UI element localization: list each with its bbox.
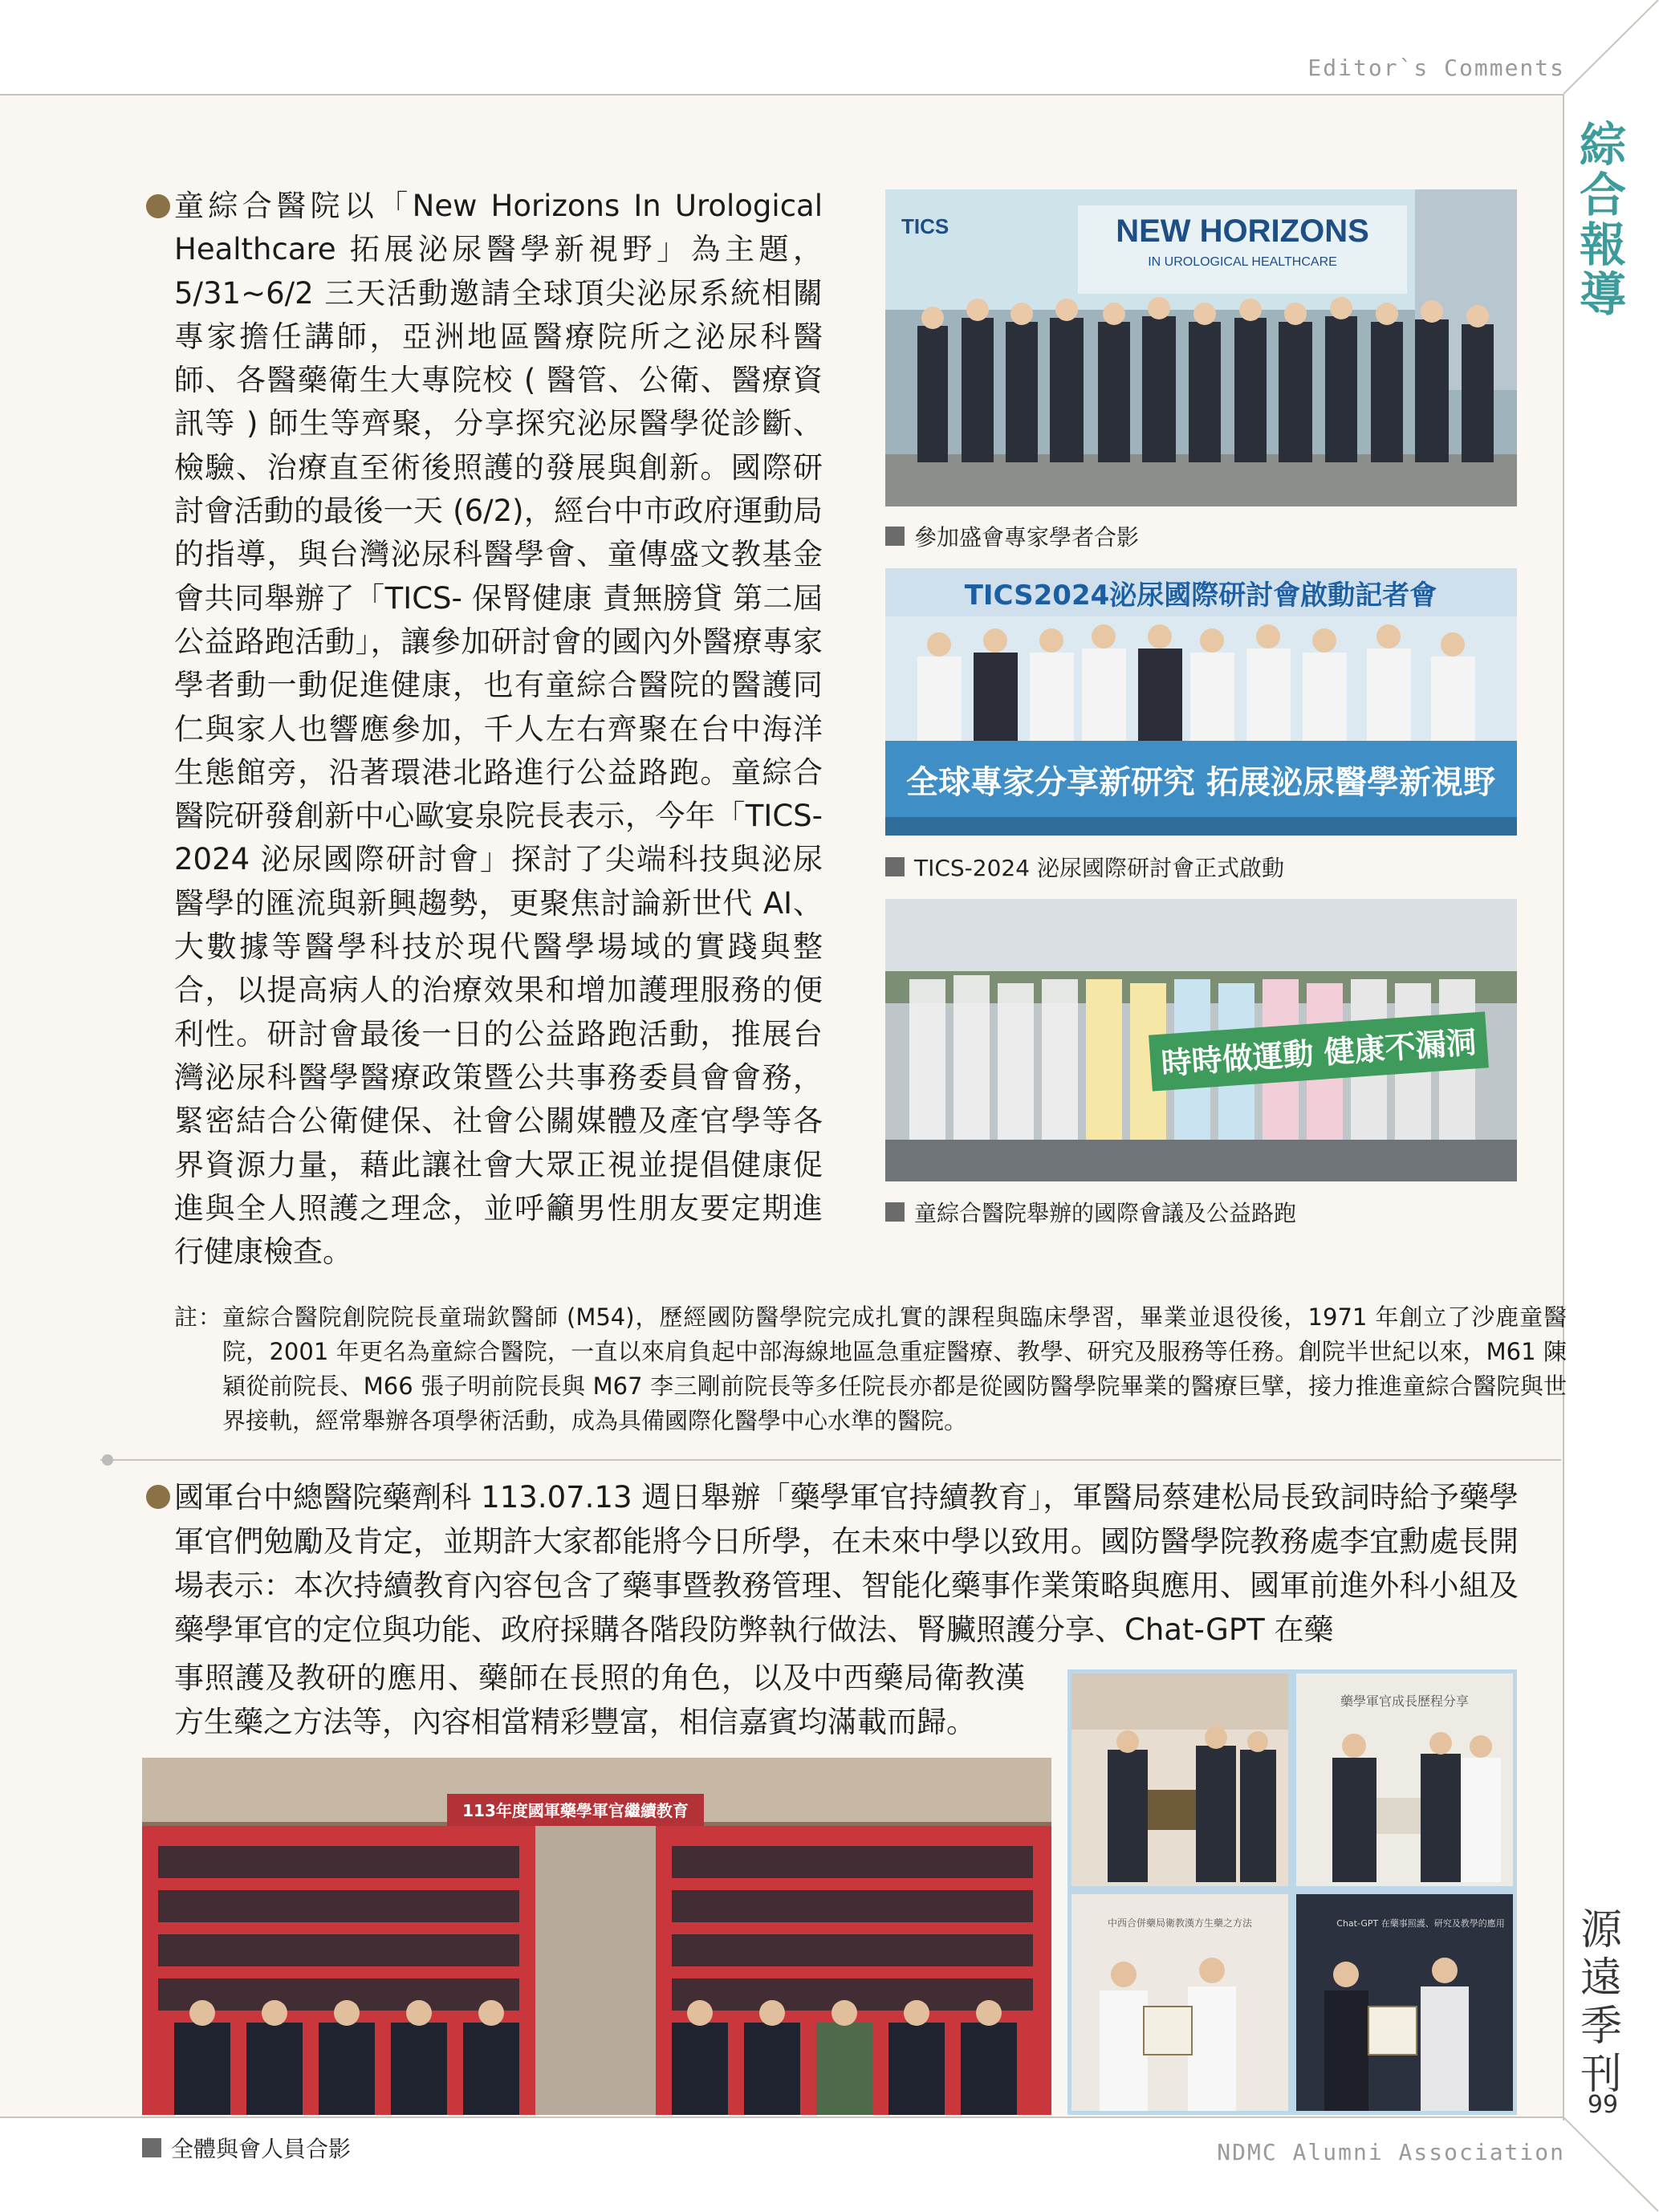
photo-banner-text: TICS2024泌尿國際研討會啟動記者會 (964, 579, 1437, 612)
photo-sign-text: 時時做運動 健康不漏洞 (1160, 1024, 1478, 1082)
article1-footnote: 註：童綜合醫院創院院長童瑞欽醫師 (M54)，歷經國防醫學院完成扎實的課程與臨床學習，畢業並退役後，1971 年創立了沙鹿童醫院，2001 年更名為童綜合醫院，一直以來肩負起中部海線地區急重症醫療、教學、研究及服務等任務。創院半世紀以來，M61 陳穎從前院長、M66 張子明前院長與 M67 李三剛前院長等多任院長亦都是從國防醫學院畢業的醫療巨擘，接力推進童綜合醫院與世界接軌，經常舉辦各項學術活動，成為具備國際化醫學中心水準的醫院。 (174, 1303, 1567, 1434)
page-number: 99 (1587, 2091, 1619, 2119)
caption-text: 全體與會人員合影 (171, 2136, 352, 2162)
running-header: Editor`s Comments (1307, 55, 1565, 81)
slide-title-text: Chat-GPT 在藥事照護、研究及教學的應用 (1336, 1918, 1505, 1929)
photo-all-attendees (142, 1758, 1051, 2115)
article2-body: 國軍台中總醫院藥劑科 113.07.13 週日舉辦「藥學軍官持續教育」，軍醫局蔡建松局長致詞時給予藥學軍官們勉勵及肯定，並期許大家都能將今日所學，在未來中學以致用。國防醫學院教務處李宜勳處長開場表示：本次持續教育內容包含了藥事暨教務管理、智能化藥事作業策略與應用、國軍前進外科小組及藥學軍官的定位與功能、政府採購各階段防弊執行做法、腎臟照護分享、Chat-GPT 在藥 (174, 1480, 1519, 1647)
article-separator (100, 1459, 1561, 1461)
photo-charity-run (885, 899, 1517, 1181)
photo-caption (885, 520, 1139, 552)
bullet-icon (146, 1485, 170, 1509)
photo-logo-text: TICS (901, 214, 949, 238)
section-label-char: 綜 (1579, 118, 1626, 173)
photo-banner-text: 113年度國軍藥學軍官繼續教育 (462, 1801, 689, 1820)
brand-char: 季 (1580, 2003, 1622, 2051)
running-footer: NDMC Alumni Association (1217, 2139, 1565, 2165)
slide-title-text: 藥學軍官成長歷程分享 (1340, 1694, 1470, 1709)
corner-decoration-top (1563, 0, 1659, 95)
caption-marker-icon (142, 2138, 161, 2157)
photo-grid-award-ceremony (1067, 1669, 1517, 2115)
section-label (1575, 118, 1631, 322)
photo-caption (885, 1196, 1296, 1228)
photo-launch-press-conference (885, 568, 1517, 836)
bullet-icon (146, 194, 170, 218)
photo-caption (885, 851, 1284, 883)
brand-char: 刊 (1580, 2051, 1622, 2099)
caption-text: 參加盛會專家學者合影 (914, 524, 1140, 551)
photo-caption (142, 2132, 351, 2164)
article1-body: 童綜合醫院以「New Horizons In Urological Healthcare 拓展泌尿醫學新視野」為主題，5/31~6/2 三天活動邀請全球頂尖泌尿系統相關專家擔任講師，亞洲地區醫療院所之泌尿科醫師、各醫藥衛生大專院校 ( 醫管、公衛、醫療資訊等 ) 師生等齊聚，分享探究泌尿醫學從診斷、檢驗、治療直至術後照護的發展與創新。國際研討會活動的最後一天 (6/2)，經台中市政府運動局的指導，與台灣泌尿科醫學會、童傳盛文教基金會共同舉辦了「TICS- 保腎健康 責無膀貸 第二屆公益路跑活動」，讓參加研討會的國內外醫療專家學者動一動促進健康，也有童綜合醫院的醫護同仁與家人也響應參加，千人左右齊聚在台中海洋生態館旁，沿著環港北路進行公益路跑。童綜合醫院研發創新中心歐宴泉院長表示，今年「TICS-2024 泌尿國際研討會」探討了尖端科技與泌尿醫學的匯流與新興趨勢，更聚焦討論新世代 AI、大數據等醫學科技於現代醫學場域的實踐與整合，以提高病人的治療效果和增加護理服務的便利性。研討會最後一日的公益路跑活動，推展台灣泌尿科醫學醫療政策暨公共事務委員會會務，緊密結合公衛健保、社會公關媒體及產官學等各界資源力量，藉此讓社會大眾正視並提倡健康促進與全人照護之理念，並呼籲男性朋友要定期進行健康檢查。 (174, 189, 823, 1270)
section-label-char: 合 (1579, 168, 1626, 222)
corner-decoration-bottom (1563, 2117, 1659, 2212)
slide-title-text: 中西合併藥局衛教漢方生藥之方法 (1107, 1917, 1253, 1929)
caption-text: TICS-2024 泌尿國際研討會正式啟動 (914, 855, 1284, 881)
section-label-char: 報 (1579, 218, 1626, 272)
section-label-char: 導 (1579, 267, 1626, 322)
caption-marker-icon (885, 1202, 905, 1222)
side-band (1563, 95, 1659, 2117)
header-rule (0, 94, 1563, 96)
side-rule (1563, 94, 1564, 2121)
photo-banner-subtext: IN UROLOGICAL HEALTHCARE (1148, 255, 1337, 269)
magazine-brand-logo (1577, 1906, 1625, 2099)
caption-marker-icon (885, 527, 905, 546)
footer-rule (0, 2116, 1563, 2118)
separator-dot (102, 1454, 113, 1466)
photo-banner-text: NEW HORIZONS (1116, 213, 1369, 249)
photo-experts-group (885, 189, 1517, 506)
caption-marker-icon (885, 857, 905, 876)
article2-body-continued: 事照護及教研的應用、藥師在長照的角色，以及中西藥局衛教漢方生藥之方法等，內容相當精彩豐富，相信嘉賓均滿載而歸。 (174, 1661, 1025, 1739)
brand-char: 源 (1580, 1906, 1622, 1954)
brand-char: 遠 (1580, 1954, 1622, 2003)
caption-text: 童綜合醫院舉辦的國際會議及公益路跑 (914, 1200, 1297, 1226)
photo-sign-text: 全球專家分享新研究 拓展泌尿醫學新視野 (906, 764, 1495, 801)
